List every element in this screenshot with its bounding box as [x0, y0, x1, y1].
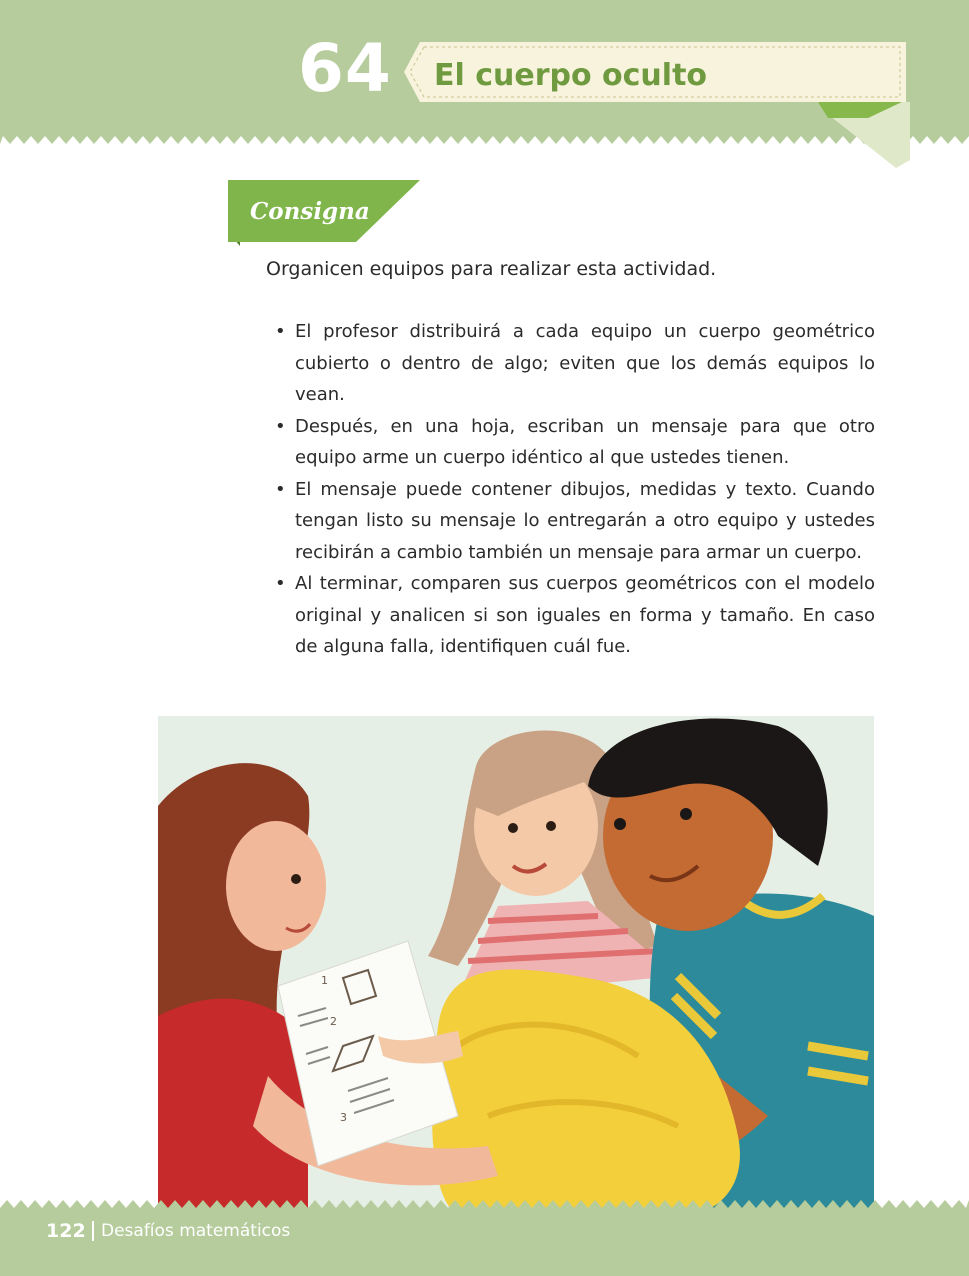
consigna-label: Consigna: [250, 198, 370, 225]
instruction-item: [275, 411, 875, 474]
children-illustration: [158, 716, 874, 1216]
instruction-text: El mensaje puede contener dibujos, medidas y texto. Cuando tengan listo su mensaje lo entregarán a otro equipo y ustedes recibirán a cambio también un mensaje para armar un cuerpo.: [295, 478, 875, 563]
instruction-item: [275, 316, 875, 411]
instruction-item: [275, 568, 875, 663]
middle-girl-eye-left: [508, 823, 518, 833]
instruction-item: [275, 474, 875, 569]
book-title: Desafíos matemáticos: [101, 1221, 291, 1241]
sheet-step-2: 2: [330, 1015, 337, 1028]
sheet-step-1: 1: [321, 974, 328, 987]
instruction-text: Al terminar, comparen sus cuerpos geométricos con el modelo original y analicen si son iguales en forma y tamaño. En caso de alguna falla, identifiquen cuál fue.: [295, 573, 875, 657]
boy-eye-right: [680, 808, 692, 820]
sheet-step-3: 3: [340, 1111, 347, 1124]
left-girl-eye: [291, 874, 301, 884]
page-number: 122: [46, 1220, 86, 1242]
bullet: •: [275, 478, 286, 500]
bullet: •: [275, 321, 286, 342]
lesson-number: 64: [298, 30, 392, 107]
instruction-text: El profesor distribuirá a cada equipo un cuerpo geométrico cubierto o dentro de algo; eviten que los demás equipos lo vean.: [295, 321, 875, 405]
instruction-text: Después, en una hoja, escriban un mensaje para que otro equipo arme un cuerpo idéntico al que ustedes tienen.: [295, 415, 875, 468]
bullet: •: [275, 573, 286, 594]
instructions-list: [275, 316, 875, 663]
left-girl-face: [226, 821, 326, 951]
lesson-title: El cuerpo oculto: [434, 58, 708, 93]
intro-text: Organicen equipos para realizar esta actividad.: [266, 258, 717, 280]
boy-eye-left: [614, 818, 626, 830]
middle-girl-eye-right: [546, 821, 556, 831]
footer-separator: [92, 1221, 94, 1241]
bullet: •: [275, 415, 286, 437]
